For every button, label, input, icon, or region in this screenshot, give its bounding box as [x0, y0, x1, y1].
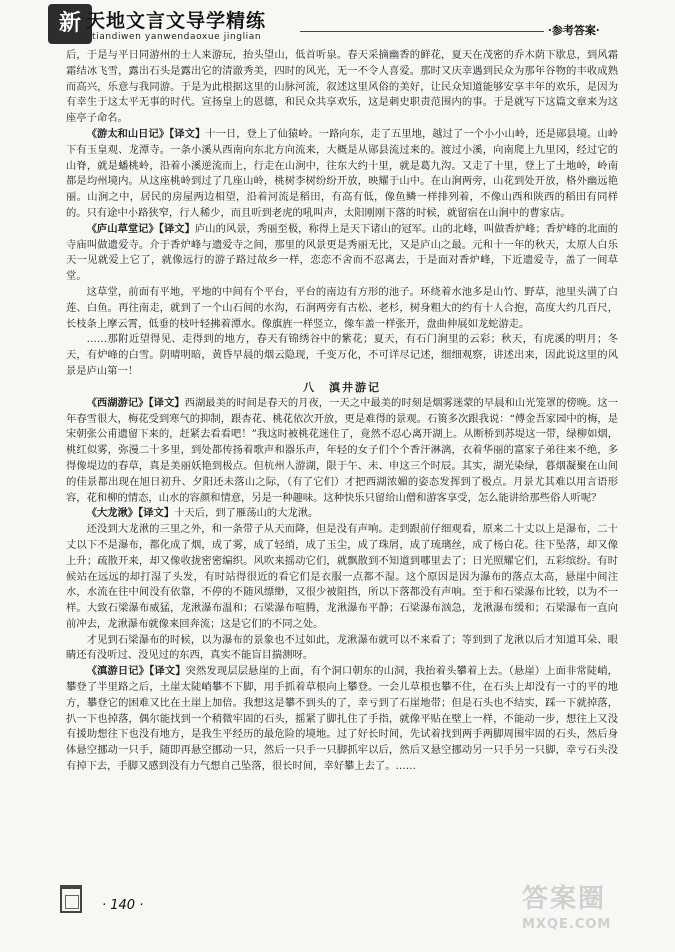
translation-text: 才见到石梁瀑布的时候，以为瀑布的景象也不过如此，龙湫瀑布就可以不来看了；等到到了龙湫以后才知道耳朵、眼睛还有没听过、没见过的东西，真实不能盲目揣测呀。 [66, 633, 618, 662]
passage-source-label: 《西湖游记》【译文】 [86, 396, 185, 409]
passage-source-label: 《庐山草堂记》【译文】 [86, 222, 195, 235]
answer-text-body [66, 48, 618, 848]
answer-paragraph [66, 285, 618, 332]
passage-source-label: 《滇游日记》【译文】 [86, 665, 186, 678]
answer-paragraph [66, 396, 618, 507]
answer-paragraph [66, 522, 618, 633]
header-rule [300, 31, 544, 32]
translation-text: 后，于是与平日同游州的士人来游玩，抬头望山，低首听泉。春天采摘幽香的鲜花，夏天在茂密的乔木荫下歇息，到风霜霜结冰飞雪，露出石头是露出它的清澈秀美，四时的风光，无一不令人喜爱。那时又庆幸遇到民众为那年谷物的丰收成熟而高兴，乐意与我同游。于是为此根据这里的山脉河流，叙述这里风俗的美好，让民众知道能够安享丰年的欢乐，是因为有幸生于这太平无事的时代。宣扬皇上的恩德，和民众共享欢乐，这是刺史职责范围内的事。于是就写下这篇文章来为这座亭子命名。 [66, 49, 618, 125]
page-header [0, 0, 675, 50]
passage-source-label: 《大龙湫》【译文】 [86, 507, 175, 520]
series-logo-char: 新 [58, 10, 81, 36]
section-heading: 八 滇井游记 [303, 380, 381, 394]
answer-section-label: ·参考答案· [548, 24, 600, 37]
answer-paragraph [66, 332, 618, 379]
page-number: · 140 · [102, 898, 144, 913]
translation-text: 突然发现层层悬崖的上面，有个洞口朝东的山洞，我抬着头攀着上去。（悬崖）上面非常陡峭，攀登了半里路之后，土崖太陡峭攀不下脚，用手抓着草根向上攀登。一会儿草根也攀不住，在石头上却没有一寸的平的地方，攀登它的困难又比在土崖上加倍。我想这是攀不到头的了，幸亏到了石崖地带；但是石头也不结实，踩一下就掉落，扒一下也掉落，偶尔能找到一个稍微牢固的石头，摇紧了脚扎住了手指，就像平贴在壁上一样，不能动一步，想往上又没有援助想往下也没有地方，是我生平经历的最危险的境地。过了好长时间，先试着找到两手两脚周围牢固的石头，然后身体悬空挪动一只手，随即再悬空挪动一只，然后一只手一只脚抓牢以后，然后又悬空挪动另一只手另一只脚，幸亏石头没有掉下去，手脚又感到没有力气想自己坠落，很长时间，幸好攀上去了。…… [66, 665, 618, 773]
book-title: 天地文言文导学精练 [86, 10, 267, 32]
watermark-logo-text: 答案圈 [522, 884, 607, 914]
translation-text: 这草堂，前面有平地，平地的中间有个平台，平台的南边有方形的池子。环绕着水池多是山竹、野草，池里头满了白莲、白鱼。再往南走，就到了一个山石间的水沟，石涧两旁有古松、老杉，树身粗大的约有十人合抱，高度大约几百尺，长枝条上摩云霄，低垂的枝叶轻拂着潭水。像旗旌一样竖立，像车盖一样张开，盘曲伸展如龙蛇游走。 [66, 285, 618, 330]
translation-text: 还没到大龙湫的三里之外，和一条带子从天而降，但是没有声响。走到跟前仔细观看，原来二十丈以上是瀑布，二十丈以下不是瀑布，都化成了烟，成了雾，成了轻绡，成了玉尘，成了珠屑，成了琉璃丝，成了杨白花。往下坠落，却又像上升；疏散开来，却又像收拢密密编织。风吹来摇动它们，就飘散到不知道到哪里去了；日光照耀它们，五彩缤纷。有时候站在远远的却打湿了头发，有时站得很近的看它们是衣服一点都不湿。这个原因是因为瀑布的落点太高，悬崖中间注水，水流在往中间没有依靠，不停的不随风缥缈，又很少被阻挡，所以下落都没有声响。至于和石梁瀑布比较，以为不一样。大致石梁瀑布威猛，龙湫瀑布温和；石梁瀑布喧腾，龙湫瀑布平静；石梁瀑布汹急，龙湫瀑布缓和；石梁瀑布一直向前冲去，龙湫瀑布就像来回奔流；这是它们的不同之处。 [66, 523, 618, 630]
translation-text: 西湖最美的时间是春天的月夜，一天之中最美的时刻是烟雾迷蒙的早晨和山光笼罩的傍晚。这一年春雪很大，梅花受到寒气的抑制，跟杏花、桃花依次开放，更是难得的景观。石篑多次跟我说：“傅金吾家园中的梅，是宋朝张公甫遗留下来的，赶紧去看看吧！”我这时被桃花迷住了，竟然不忍心离开湖上。从断桥到苏堤这一带，绿柳如烟，桃红似雾，弥漫二十多里，到处都传扬着歌声和器乐声，年轻的女子们个个香汗淋漓，衣着华丽的富家子弟往来不绝，多得像堤边的春草，真是美丽妖艳到极点。但杭州人游湖，限于午、未、申这三个时辰。其实，湖光染绿，暮烟凝聚在山间的佳景都出现在旭日初升、夕阳还未落山之际，（有了它们）才把西湖浓媚的姿态发挥到了极点。月景尤其难以用言语形容，花和柳的情态，山水的容颜和情意，另是一种趣味。这种快乐只留给山僧和游客享受，怎么能讲给那些俗人听呢？ [66, 396, 618, 504]
answer-paragraph [66, 506, 618, 522]
answer-paragraph [66, 48, 618, 127]
answer-paragraph [66, 664, 618, 775]
translation-text: 十一日，登上了仙猿岭。一路向东，走了五里地，越过了一个小小山岭，还是郧县境。山岭下有玉皇观、龙潭寺。一条小溪从西南向东北方向流来，大概是从郧县流过来的。渡过小溪，向南爬上九里冈，经过它的山脊，就是蟠桃岭，沿着小溪逆流而上，行走在山涧中，往东大约十里，就是葛九沟。又走了十里，登上了土地岭，岭南都是均州境内。从这座桃岭到过了几座山岭，桃树李树纷纷开放，映耀于山中。在山涧两旁，山花到处开放，格外幽远艳丽。山涧之中，居民的房屋两边相望，沿着河流是稻田，有高有低，像鱼鳞一样排列着，不像山西和陕西的稻田有同样的。只有途中小路狭窄，行人稀少，而且听到老虎的吼叫声，太阳刚刚下落的时候，就留宿在山涧中的曹家店。 [66, 127, 618, 219]
translation-text: 十天后，到了雁荡山的大龙湫。 [174, 507, 319, 520]
passage-source-label: 《游太和山日记》【译文】 [86, 127, 206, 140]
answer-paragraph [66, 127, 618, 222]
watermark-url: MXQE.COM [522, 917, 612, 932]
book-title-pinyin: tiandiwen yanwendaoxue jinglian [92, 32, 262, 42]
answer-paragraph [66, 633, 618, 665]
watermark [522, 878, 662, 948]
footer-ornament-icon [60, 885, 82, 913]
translation-text: 庐山的风景，秀丽至极，称得上是天下诸山的冠军。山的北峰，叫做香炉峰；香炉峰的北面的寺庙叫做遗爱寺。介于香炉峰与遗爱寺之间，那里的风景更是秀丽无比，又是庐山之最。元和十一年的秋天，太原人白乐天一见就爱上它了，就像远行的游子路过故乡一样，恋恋不舍而不忍离去，于是面对香炉峰，下近遗爱寺，盖了一间草堂。 [66, 222, 618, 283]
answer-paragraph [66, 222, 618, 285]
translation-text: ……那附近望得见、走得到的地方，春天有锦绣谷中的紫花；夏天，有石门涧里的云彩；秋天，有虎溪的明月；冬天，有炉峰的白雪。阴晴明暗，黄昏早晨的烟云隐现，千变万化，不可详尽记述，细细观察，讲述出来，因此说这里的风景是庐山第一！ [66, 333, 618, 377]
